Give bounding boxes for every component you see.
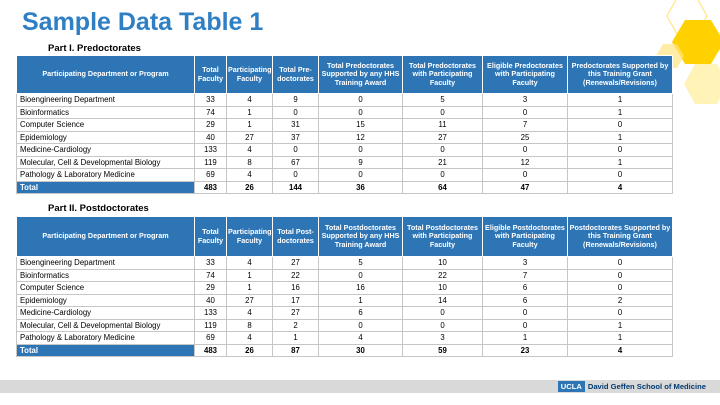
col-header: Participating Faculty (227, 56, 273, 94)
value-cell: 6 (483, 282, 568, 295)
col-header: Total Predoctorates with Participating Faculty (403, 56, 483, 94)
value-cell: 5 (319, 257, 403, 270)
value-cell: 15 (319, 119, 403, 132)
value-cell: 30 (319, 344, 403, 357)
value-cell: 74 (195, 106, 227, 119)
value-cell: 8 (227, 156, 273, 169)
value-cell: 0 (319, 319, 403, 332)
value-cell: 0 (568, 257, 673, 270)
value-cell: 69 (195, 332, 227, 345)
value-cell: 0 (273, 169, 319, 182)
value-cell: 3 (403, 332, 483, 345)
value-cell: 1 (568, 131, 673, 144)
value-cell: 10 (403, 257, 483, 270)
value-cell: 7 (483, 119, 568, 132)
value-cell: 0 (403, 307, 483, 320)
department-cell: Molecular, Cell & Developmental Biology (17, 319, 195, 332)
value-cell: 0 (319, 169, 403, 182)
value-cell: 0 (483, 106, 568, 119)
department-cell: Medicine-Cardiology (17, 307, 195, 320)
department-cell: Pathology & Laboratory Medicine (17, 332, 195, 345)
value-cell: 0 (483, 307, 568, 320)
value-cell: 4 (227, 94, 273, 107)
value-cell: 1 (568, 106, 673, 119)
value-cell: 64 (403, 181, 483, 194)
value-cell: 27 (227, 131, 273, 144)
value-cell: 5 (403, 94, 483, 107)
total-row (17, 181, 673, 194)
value-cell: 10 (403, 282, 483, 295)
value-cell: 0 (319, 106, 403, 119)
col-header: Eligible Postdoctorates with Participating Faculty (483, 217, 568, 257)
value-cell: 0 (568, 307, 673, 320)
value-cell: 16 (273, 282, 319, 295)
value-cell: 144 (273, 181, 319, 194)
value-cell: 483 (195, 344, 227, 357)
department-cell: Medicine-Cardiology (17, 144, 195, 157)
table-row (17, 269, 673, 282)
page-title: Sample Data Table 1 (22, 8, 264, 36)
table-row (17, 282, 673, 295)
value-cell: 2 (273, 319, 319, 332)
value-cell: 29 (195, 282, 227, 295)
value-cell: 12 (319, 131, 403, 144)
value-cell: 133 (195, 307, 227, 320)
department-cell: Bioinformatics (17, 106, 195, 119)
value-cell: 27 (403, 131, 483, 144)
value-cell: 12 (483, 156, 568, 169)
value-cell: 21 (403, 156, 483, 169)
table-row (17, 106, 673, 119)
value-cell: 8 (227, 319, 273, 332)
col-header: Participating Faculty (227, 217, 273, 257)
col-header: Total Post-doctorates (273, 217, 319, 257)
table-header-row (17, 217, 673, 257)
value-cell: 0 (403, 169, 483, 182)
table-row (17, 119, 673, 132)
value-cell: 1 (227, 119, 273, 132)
value-cell: 67 (273, 156, 319, 169)
value-cell: 4 (227, 257, 273, 270)
value-cell: 0 (319, 94, 403, 107)
value-cell: 6 (319, 307, 403, 320)
department-cell: Total (17, 344, 195, 357)
value-cell: 22 (273, 269, 319, 282)
value-cell: 1 (568, 319, 673, 332)
value-cell: 11 (403, 119, 483, 132)
table-row (17, 257, 673, 270)
value-cell: 4 (568, 181, 673, 194)
value-cell: 1 (227, 269, 273, 282)
department-cell: Bioinformatics (17, 269, 195, 282)
table-row (17, 131, 673, 144)
value-cell: 1 (568, 94, 673, 107)
value-cell: 0 (483, 319, 568, 332)
value-cell: 74 (195, 269, 227, 282)
value-cell: 1 (568, 332, 673, 345)
part1-label: Part I. Predoctorates (48, 43, 141, 54)
value-cell: 9 (319, 156, 403, 169)
value-cell: 27 (273, 257, 319, 270)
value-cell: 0 (483, 169, 568, 182)
value-cell: 4 (227, 144, 273, 157)
total-row (17, 344, 673, 357)
value-cell: 59 (403, 344, 483, 357)
table-row (17, 332, 673, 345)
value-cell: 0 (403, 144, 483, 157)
department-cell: Pathology & Laboratory Medicine (17, 169, 195, 182)
value-cell: 25 (483, 131, 568, 144)
col-header: Eligible Predoctorates with Participating Faculty (483, 56, 568, 94)
value-cell: 26 (227, 181, 273, 194)
value-cell: 22 (403, 269, 483, 282)
value-cell: 1 (483, 332, 568, 345)
col-header: Total Pre-doctorates (273, 56, 319, 94)
value-cell: 3 (483, 257, 568, 270)
col-header: Total Faculty (195, 56, 227, 94)
value-cell: 17 (273, 294, 319, 307)
value-cell: 37 (273, 131, 319, 144)
value-cell: 14 (403, 294, 483, 307)
table-row (17, 144, 673, 157)
value-cell: 40 (195, 131, 227, 144)
value-cell: 26 (227, 344, 273, 357)
value-cell: 16 (319, 282, 403, 295)
value-cell: 0 (319, 269, 403, 282)
value-cell: 483 (195, 181, 227, 194)
table-body (17, 257, 673, 357)
value-cell: 133 (195, 144, 227, 157)
value-cell: 1 (227, 106, 273, 119)
value-cell: 36 (319, 181, 403, 194)
value-cell: 119 (195, 319, 227, 332)
value-cell: 31 (273, 119, 319, 132)
col-header: Postdoctorates Supported by this Training Grant (Renewals/Revisions) (568, 217, 673, 257)
table-row (17, 169, 673, 182)
value-cell: 27 (227, 294, 273, 307)
part2-label: Part II. Postdoctorates (48, 203, 149, 214)
value-cell: 6 (483, 294, 568, 307)
department-cell: Total (17, 181, 195, 194)
table-header-row (17, 56, 673, 94)
value-cell: 4 (319, 332, 403, 345)
department-cell: Bioengineering Department (17, 94, 195, 107)
value-cell: 1 (319, 294, 403, 307)
department-cell: Bioengineering Department (17, 257, 195, 270)
predoctorates-table (16, 55, 673, 194)
hexagon-light (684, 64, 720, 104)
value-cell: 4 (568, 344, 673, 357)
value-cell: 47 (483, 181, 568, 194)
value-cell: 0 (568, 269, 673, 282)
value-cell: 0 (568, 169, 673, 182)
value-cell: 23 (483, 344, 568, 357)
department-cell: Molecular, Cell & Developmental Biology (17, 156, 195, 169)
value-cell: 0 (568, 119, 673, 132)
col-header: Participating Department or Program (17, 217, 195, 257)
value-cell: 1 (273, 332, 319, 345)
value-cell: 27 (273, 307, 319, 320)
value-cell: 3 (483, 94, 568, 107)
department-cell: Epidemiology (17, 131, 195, 144)
value-cell: 4 (227, 307, 273, 320)
table-body (17, 94, 673, 194)
col-header: Total Postdoctorates with Participating Faculty (403, 217, 483, 257)
value-cell: 33 (195, 94, 227, 107)
table-row (17, 156, 673, 169)
table-row (17, 319, 673, 332)
value-cell: 1 (227, 282, 273, 295)
value-cell: 69 (195, 169, 227, 182)
value-cell: 29 (195, 119, 227, 132)
value-cell: 87 (273, 344, 319, 357)
value-cell: 0 (568, 282, 673, 295)
value-cell: 33 (195, 257, 227, 270)
col-header: Participating Department or Program (17, 56, 195, 94)
department-cell: Epidemiology (17, 294, 195, 307)
value-cell: 7 (483, 269, 568, 282)
value-cell: 0 (403, 319, 483, 332)
value-cell: 2 (568, 294, 673, 307)
ucla-logo (558, 380, 706, 393)
value-cell: 40 (195, 294, 227, 307)
school-name: David Geffen School of Medicine (587, 382, 706, 391)
table-row (17, 294, 673, 307)
value-cell: 119 (195, 156, 227, 169)
value-cell: 0 (403, 106, 483, 119)
value-cell: 0 (273, 106, 319, 119)
postdoctorates-table (16, 216, 673, 357)
value-cell: 0 (568, 144, 673, 157)
table-row (17, 307, 673, 320)
col-header: Total Postdoctorates Supported by any HHS Training Award (319, 217, 403, 257)
col-header: Total Faculty (195, 217, 227, 257)
table-row (17, 94, 673, 107)
value-cell: 9 (273, 94, 319, 107)
value-cell: 1 (568, 156, 673, 169)
value-cell: 0 (483, 144, 568, 157)
value-cell: 4 (227, 332, 273, 345)
col-header: Predoctorates Supported by this Training Grant (Renewals/Revisions) (568, 56, 673, 94)
value-cell: 0 (319, 144, 403, 157)
value-cell: 0 (273, 144, 319, 157)
col-header: Total Predoctorates Supported by any HHS Training Award (319, 56, 403, 94)
department-cell: Computer Science (17, 282, 195, 295)
value-cell: 4 (227, 169, 273, 182)
ucla-wordmark: UCLA (558, 381, 585, 392)
department-cell: Computer Science (17, 119, 195, 132)
